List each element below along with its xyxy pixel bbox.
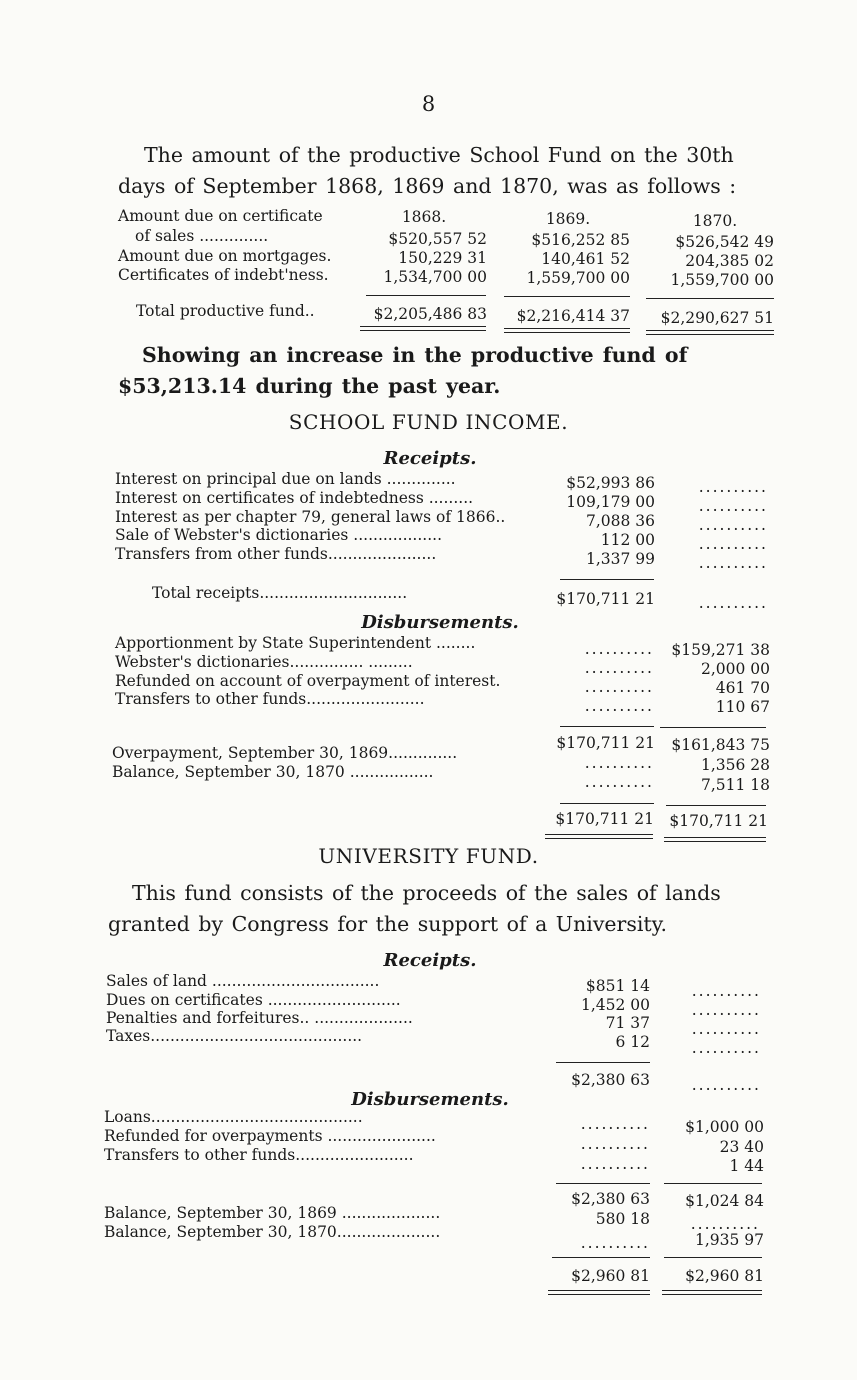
double-rule: [504, 328, 630, 333]
rule: [666, 805, 766, 806]
double-rule: [662, 1290, 762, 1295]
row-label: Certificates of indebt'ness.: [118, 266, 329, 284]
table-row: Overpayment, September 30, 1869..............: [112, 744, 458, 762]
dots-cell: ..........: [691, 1039, 761, 1057]
amount-cell: 23 40: [719, 1138, 764, 1156]
amount-cell: 109,179 00: [566, 493, 655, 511]
table-row: Apportionment by State Superintendent ........: [115, 634, 476, 652]
amount-cell: 7,088 36: [585, 512, 655, 530]
page-number: 8: [421, 92, 436, 116]
amount-cell: $1,000 00: [685, 1118, 764, 1136]
amount-cell: 112 00: [600, 531, 655, 549]
value-cell: $516,252 85: [531, 231, 630, 249]
total-label: Total productive fund..: [136, 302, 315, 320]
disbursements-title: Disbursements.: [351, 1089, 509, 1110]
table-row: Transfers from other funds......................: [115, 545, 437, 563]
table-row: Dues on certificates ...........................: [106, 991, 401, 1009]
amount-cell: $159,271 38: [671, 641, 770, 659]
total-cell: $2,216,414 37: [516, 307, 630, 325]
dots-cell: ..........: [698, 497, 768, 515]
rule: [556, 1062, 650, 1063]
amount-cell: 7,511 18: [700, 776, 770, 794]
row-label: Amount due on certificate: [118, 207, 323, 225]
subtotal-cell: $2,380 63: [571, 1190, 650, 1208]
dots-cell: ..........: [698, 478, 768, 496]
subtotal-cell: $1,024 84: [685, 1192, 764, 1210]
section-title: SCHOOL FUND INCOME.: [288, 410, 569, 434]
dots-cell: ..........: [698, 594, 768, 612]
value-cell: 140,461 52: [541, 250, 630, 268]
double-rule: [548, 1290, 650, 1295]
amount-cell: 71 37: [605, 1014, 650, 1032]
intro-paragraph: The amount of the productive School Fund on the 30th days of September 1868, 1869 and 1870, was as follows :: [118, 143, 737, 198]
rule: [660, 727, 766, 728]
rule: [556, 1183, 650, 1184]
subtotal-cell: $170,711 21: [556, 734, 655, 752]
value-cell: 1,559,700 00: [670, 271, 774, 289]
dots-cell: ..........: [584, 659, 654, 677]
value-cell: $526,542 49: [675, 233, 774, 251]
dots-cell: ..........: [584, 697, 654, 715]
amount-cell: 2,000 00: [700, 660, 770, 678]
amount-cell: 6 12: [615, 1033, 650, 1051]
grand-total-cell: $170,711 21: [669, 812, 768, 830]
dots-cell: ..........: [698, 516, 768, 534]
table-row: Refunded on account of overpayment of interest.: [115, 672, 501, 690]
subtotal-cell: $161,843 75: [671, 736, 770, 754]
dots-cell: ..........: [580, 1135, 650, 1153]
grand-total-cell: $2,960 81: [571, 1267, 650, 1285]
double-rule: [360, 326, 486, 331]
dots-cell: ..........: [698, 554, 768, 572]
table-row: Refunded for overpayments ......................: [104, 1127, 436, 1145]
grand-total-cell: $170,711 21: [555, 810, 654, 828]
receipts-title: Receipts.: [383, 448, 477, 469]
amount-cell: 580 18: [595, 1210, 650, 1228]
amount-cell: 1,337 99: [585, 550, 655, 568]
amount-cell: 1,356 28: [700, 756, 770, 774]
section-title: UNIVERSITY FUND.: [318, 844, 539, 868]
dots-cell: ..........: [691, 1076, 761, 1094]
value-cell: 1,534,700 00: [383, 268, 487, 286]
amount-cell: $52,993 86: [566, 474, 655, 492]
dots-cell: ..........: [690, 1215, 760, 1233]
disbursements-title: Disbursements.: [361, 612, 519, 633]
dots-cell: ..........: [691, 982, 761, 1000]
rule: [552, 1257, 650, 1258]
table-row: Sales of land ..................................: [106, 972, 380, 990]
dots-cell: ..........: [584, 754, 654, 772]
table-row: Loans...........................................: [104, 1108, 363, 1126]
table-row: Interest on certificates of indebtedness .........: [115, 489, 474, 507]
rule: [664, 1257, 762, 1258]
table-row: Transfers to other funds........................: [115, 690, 425, 708]
total-cell: $2,205,486 83: [373, 305, 487, 323]
row-label: Amount due on mortgages.: [118, 247, 332, 265]
receipts-total: $2,380 63: [571, 1071, 650, 1089]
double-rule: [545, 834, 653, 839]
rule: [366, 295, 486, 296]
table-row: Penalties and forfeitures.. ....................: [106, 1009, 413, 1027]
university-intro: This fund consists of the proceeds of the sales of lands granted by Congress for the support of a University.: [108, 881, 721, 936]
amount-cell: $851 14: [585, 977, 650, 995]
dots-cell: ..........: [584, 640, 654, 658]
dots-cell: ..........: [580, 1234, 650, 1252]
rule: [664, 1183, 762, 1184]
dots-cell: ..........: [580, 1155, 650, 1173]
col-header-1869: 1869.: [545, 210, 591, 228]
table-row: Balance, September 30, 1869 ....................: [104, 1204, 441, 1222]
grand-total-cell: $2,960 81: [685, 1267, 764, 1285]
receipts-title: Receipts.: [383, 950, 477, 971]
rule: [560, 726, 654, 727]
double-rule: [664, 837, 766, 842]
value-cell: $520,557 52: [388, 230, 487, 248]
value-cell: 1,559,700 00: [526, 269, 630, 287]
value-cell: 150,229 31: [398, 249, 487, 267]
dots-cell: ..........: [691, 1001, 761, 1019]
amount-cell: 1,452 00: [580, 996, 650, 1014]
amount-cell: 1,935 97: [694, 1231, 764, 1249]
rule: [560, 803, 654, 804]
dots-cell: ..........: [698, 535, 768, 553]
value-cell: 204,385 02: [685, 252, 774, 270]
amount-cell: 461 70: [715, 679, 770, 697]
col-header-1870: 1870.: [692, 212, 738, 230]
total-receipts-amount: $170,711 21: [556, 590, 655, 608]
table-row: Sale of Webster's dictionaries ..................: [115, 526, 442, 544]
table-row: Transfers to other funds........................: [104, 1146, 414, 1164]
dots-cell: ..........: [691, 1020, 761, 1038]
table-row: Balance, September 30, 1870.....................: [104, 1223, 441, 1241]
row-label: of sales ..............: [135, 227, 269, 245]
amount-cell: 1 44: [729, 1157, 764, 1175]
rule: [646, 298, 774, 299]
table-row: Balance, September 30, 1870 .................: [112, 763, 434, 781]
dots-cell: ..........: [580, 1115, 650, 1133]
amount-cell: 110 67: [715, 698, 770, 716]
total-cell: $2,290,627 51: [660, 309, 774, 327]
table-row: Taxes...........................................: [106, 1027, 363, 1045]
rule: [504, 296, 630, 297]
table-row: Webster's dictionaries............... .........: [115, 653, 413, 671]
dots-cell: ..........: [584, 773, 654, 791]
dots-cell: ..........: [584, 678, 654, 696]
total-receipts-label: Total receipts..............................: [152, 584, 408, 602]
table-row: Interest as per chapter 79, general laws of 1866..: [115, 508, 506, 526]
rule: [560, 579, 654, 580]
double-rule: [646, 330, 774, 335]
col-header-1868: 1868.: [401, 208, 447, 226]
increase-paragraph: Showing an increase in the productive fund of $53,213.14 during the past year.: [118, 343, 688, 398]
table-row: Interest on principal due on lands ..............: [115, 470, 456, 488]
